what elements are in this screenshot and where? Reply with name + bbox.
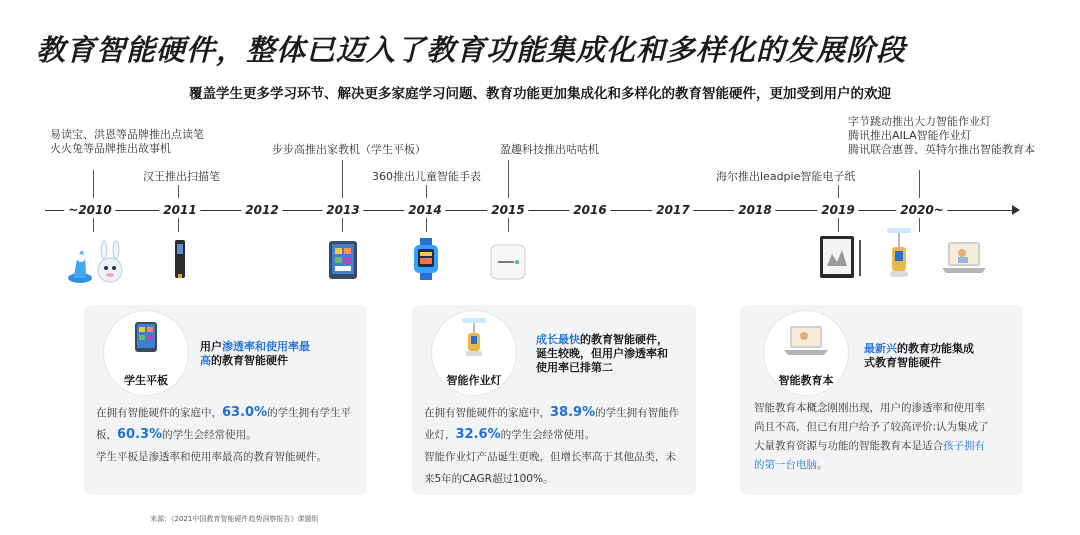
body-line: 来5年的CAGR超过100%。 (424, 473, 554, 485)
reading-pen-and-story-bunny-icon (64, 238, 128, 286)
body-highlight: 孩子拥有 (943, 440, 985, 452)
event-2020-line3: 腾讯联合惠普、英特尔推出智能教育本 (848, 143, 1035, 156)
stat-value: 60.3% (117, 427, 163, 442)
year-label: 2013 (322, 203, 363, 217)
homework-lamp-icon (460, 317, 488, 357)
student-tablet-icon (328, 240, 358, 280)
body-line: 学生平板是渗透率和使用率最高的教育智能硬件。 (96, 451, 327, 463)
headline-text: 的教育智能硬件，诞生较晚，但用户渗透率和使用率已排第二 (536, 333, 668, 374)
card-badge (764, 311, 848, 395)
e-paper-icon (818, 232, 866, 280)
tick-2020-up (919, 170, 920, 198)
timeline-arrow-icon (1012, 205, 1020, 215)
source-note: 来源：《2021中国教育智能硬件趋势洞察报告》课题组 (150, 515, 319, 523)
stat-value: 63.0% (222, 405, 268, 420)
event-2020-line2: 腾讯推出AILA智能作业灯 (848, 129, 972, 142)
body-text: 的学生会经常使用。 (162, 429, 257, 441)
body-text: 在拥有智能硬件的家庭中， (424, 407, 550, 419)
event-2011: 汉王推出扫描笔 (143, 170, 220, 183)
body-line (424, 424, 688, 446)
year-label: 2012 (241, 203, 282, 217)
year-label: 2011 (159, 203, 200, 217)
badge-label: 智能作业灯 (446, 374, 502, 387)
card-education-laptop (740, 305, 1022, 495)
card-headline (864, 342, 984, 370)
headline-highlight: 渗透率和使用率最高 (200, 340, 310, 367)
badge-label: 学生平板 (124, 374, 168, 387)
event-2013: 步步高推出家教机（学生平板） (272, 143, 426, 156)
headline-text: 的教育智能硬件 (211, 354, 288, 367)
event-2020-line1: 字节跳动推出大力智能作业灯 (848, 115, 991, 128)
body-line (96, 402, 358, 424)
body-line: 智能教育本概念刚刚出现，用户的渗透率和使用率 (754, 402, 985, 414)
stat-value: 38.9% (550, 405, 596, 420)
body-line (754, 456, 1016, 475)
body-line (96, 424, 358, 446)
headline-text: 用户 (200, 340, 222, 353)
year-label: 2020~ (896, 203, 947, 217)
card-body (754, 399, 1016, 475)
homework-lamp-icon (886, 226, 912, 280)
body-line: 尚且不高，但已有用户给予了较高评价:认为集成了 (754, 421, 989, 433)
card-badge (432, 311, 516, 395)
card-body (424, 402, 688, 490)
body-text: 在拥有智能硬件的家庭中， (96, 407, 222, 419)
badge-label: 智能教育本 (778, 374, 834, 387)
year-label: 2016 (569, 203, 610, 217)
year-label: 2015 (487, 203, 528, 217)
education-laptop-icon (782, 325, 830, 357)
year-label: 2018 (734, 203, 775, 217)
year-label: 2014 (404, 203, 445, 217)
event-2020 (848, 115, 1035, 157)
card-headline (200, 340, 320, 368)
headline-highlight: 最新兴 (864, 342, 897, 355)
tick-2011-up (178, 185, 179, 198)
body-line: 智能作业灯产品诞生更晚，但增长率高于其他品类，未 (424, 451, 676, 463)
smart-watch-icon (410, 238, 442, 280)
event-2010-line2: 火火兔等品牌推出故事机 (50, 142, 171, 155)
event-2015: 盈趣科技推出咕咕机 (500, 143, 599, 156)
body-text: 的学生会经常使用。 (500, 429, 596, 441)
tick-2014-up (426, 185, 427, 198)
card-badge (104, 311, 188, 395)
tick-2013-up (342, 160, 343, 198)
scanning-pen-icon (170, 238, 190, 280)
body-text: 的学生拥有学生平 (267, 407, 352, 419)
headline-highlight: 成长最快 (536, 333, 580, 346)
card-student-tablet (84, 305, 366, 495)
card-homework-lamp (412, 305, 696, 495)
body-text: 板， (96, 429, 117, 441)
education-laptop-icon (940, 240, 988, 276)
body-text: 大量教育资源与功能的智能教育本是适合 (754, 440, 943, 452)
tick-2010-down (93, 218, 94, 232)
page-title: 教育智能硬件，整体已迈入了教育功能集成化和多样化的发展阶段 (36, 33, 907, 67)
year-label: ~2010 (64, 203, 115, 217)
student-tablet-icon (134, 321, 158, 353)
card-headline (536, 333, 676, 375)
body-highlight: 的第一台电脑 (754, 459, 817, 471)
thermal-printer-icon (490, 244, 526, 280)
body-text: 的学生拥有智能作 (595, 407, 680, 419)
tick-2019-up (838, 185, 839, 198)
card-body (96, 402, 358, 468)
page-subtitle: 覆盖学生更多学习环节、解决更多家庭学习问题、教育功能更加集成化和多样化的教育智能硬件，更加受到用户的欢迎 (189, 86, 891, 102)
year-label: 2017 (652, 203, 693, 217)
tick-2019-down (838, 218, 839, 232)
tick-2010-up (93, 170, 94, 198)
tick-2020-down (919, 218, 920, 232)
body-line (424, 402, 688, 424)
body-text: 业灯， (424, 429, 456, 441)
event-2014: 360推出儿童智能手表 (372, 170, 481, 183)
year-label: 2019 (817, 203, 858, 217)
body-text: 。 (817, 459, 828, 471)
tick-2013-down (342, 218, 343, 232)
tick-2011-down (178, 218, 179, 232)
tick-2014-down (426, 218, 427, 232)
body-line (754, 437, 1016, 456)
tick-2015-down (508, 218, 509, 232)
tick-2015-up (508, 160, 509, 198)
headline-text: 的教育功能集成式教育智能硬件 (864, 342, 974, 369)
stat-value: 32.6% (455, 427, 501, 442)
event-2010 (50, 128, 204, 156)
event-2019: 海尔推出leadpie智能电子纸 (716, 170, 856, 183)
event-2010-line1: 易读宝、洪恩等品牌推出点读笔 (50, 128, 204, 141)
